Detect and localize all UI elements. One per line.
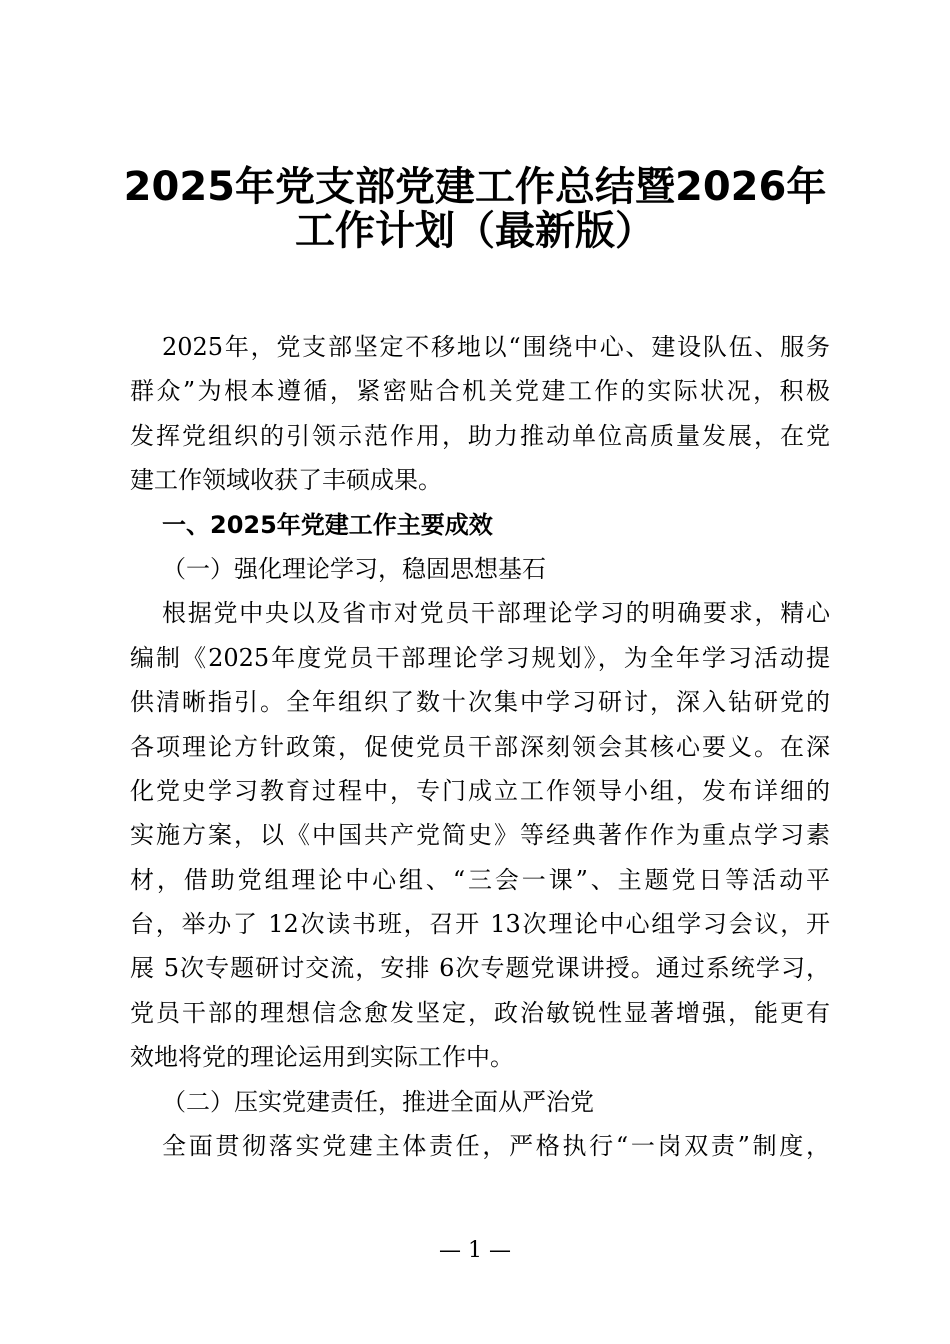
intro-paragraph [130,325,830,503]
text-line: 供清晰指引。全年组织了数十次集中学习研讨，深入钻研党的 [130,688,830,717]
text-line: 发挥党组织的引领示范作用，助力推动单位高质量发展，在党 [130,421,830,450]
section-heading: 一、2025年党建工作主要成效 [162,510,493,539]
subsection-heading: （二）压实党建责任，推进全面从严治党 [162,1087,594,1116]
text-line: 全面贯彻落实党建主体责任，严格执行“一岗双责”制度， [162,1132,830,1161]
text-line: 群众”为根本遵循，紧密贴合机关党建工作的实际状况，积极 [130,377,830,406]
text-line: 根据党中央以及省市对党员干部理论学习的明确要求，精心 [162,599,830,628]
text-line: 台，举办了 12次读书班，召开 13次理论中心组学习会议，开 [130,910,830,939]
page-number: — 1 — [439,1238,511,1263]
title-line-1: 2025年党支部党建工作总结暨2026年 [123,164,827,210]
text-line: 编制《2025年度党员干部理论学习规划》，为全年学习活动提 [130,643,830,672]
subsection-heading: （一）强化理论学习，稳固思想基石 [162,554,546,583]
subsection-2-paragraph [130,1124,830,1168]
text-line: 实施方案，以《中国共产党简史》等经典著作作为重点学习素 [130,821,830,850]
text-line: 材，借助党组理论中心组、“三会一课”、主题党日等活动平 [130,865,830,894]
text-line: 效地将党的理论运用到实际工作中。 [130,1043,514,1072]
subsection-1-paragraph [130,591,830,1079]
text-line: 各项理论方针政策，促使党员干部深刻领会其核心要义。在深 [130,732,830,761]
text-line: 化党史学习教育过程中，专门成立工作领导小组，发布详细的 [130,776,830,805]
text-line: 党员干部的理想信念愈发坚定，政治敏锐性显著增强，能更有 [130,998,830,1027]
text-line: 展 5次专题研讨交流，安排 6次专题党课讲授。通过系统学习， [130,954,830,983]
title-line-2: 工作计划（最新版） [295,208,655,254]
text-line: 2025年，党支部坚定不移地以“围绕中心、建设队伍、服务 [162,333,830,361]
document-body [130,325,830,1168]
document-title [0,165,950,253]
text-line: 建工作领域收获了丰硕成果。 [130,466,442,495]
